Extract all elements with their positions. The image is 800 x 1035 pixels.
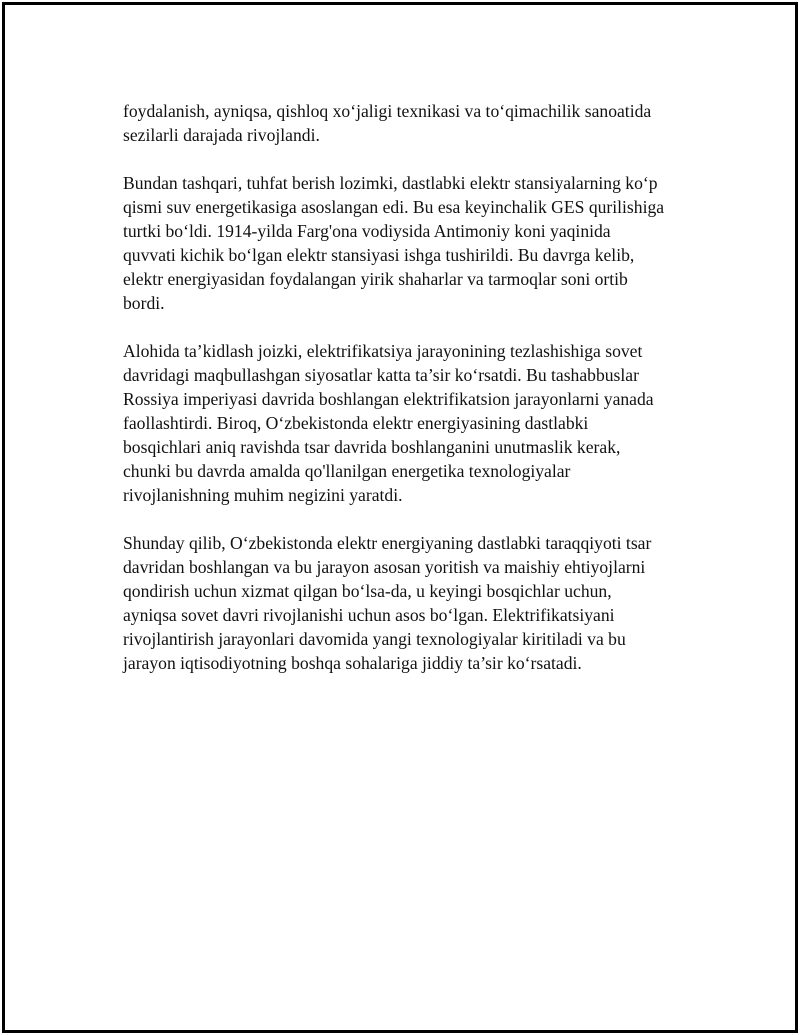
text-line: jarayon iqtisodiyotning boshqa sohalariga jiddiy ta’sir ko‘rsatadi. <box>123 653 582 673</box>
paragraph-1 <box>123 99 683 147</box>
document-body <box>123 99 683 699</box>
text-line: Bundan tashqari, tuhfat berish lozimki, dastlabki elektr stansiyalarning ko‘p <box>123 173 658 193</box>
text-line: qondirish uchun xizmat qilgan bo‘lsa-da, u keyingi bosqichlar uchun, <box>123 581 612 601</box>
text-line: sezilarli darajada rivojlandi. <box>123 125 320 145</box>
text-line: chunki bu davrda amalda qo'llanilgan energetika texnologiyalar <box>123 461 571 481</box>
paragraph-4 <box>123 531 683 675</box>
text-line: rivojlanishning muhim negizini yaratdi. <box>123 485 403 505</box>
text-line: bosqichlari aniq ravishda tsar davrida boshlanganini unutmaslik kerak, <box>123 437 621 457</box>
text-line: elektr energiyasidan foydalangan yirik shaharlar va tarmoqlar soni ortib <box>123 269 628 289</box>
text-line: qismi suv energetikasiga asoslangan edi. Bu esa keyinchalik GES qurilishiga <box>123 197 665 217</box>
text-line: turtki bo‘ldi. 1914-yilda Farg'ona vodiysida Antimoniy koni yaqinida <box>123 221 611 241</box>
text-line: quvvati kichik bo‘lgan elektr stansiyasi ishga tushirildi. Bu davrga kelib, <box>123 245 635 265</box>
page-frame <box>2 2 798 1033</box>
text-line: Rossiya imperiyasi davrida boshlangan elektrifikatsion jarayonlarni yanada <box>123 389 654 409</box>
paragraph-2 <box>123 171 683 315</box>
text-line: ayniqsa sovet davri rivojlanishi uchun asos bo‘lgan. Elektrifikatsiyani <box>123 605 615 625</box>
text-line: davridan boshlangan va bu jarayon asosan yoritish va maishiy ehtiyojlarni <box>123 557 646 577</box>
text-line: Alohida ta’kidlash joizki, elektrifikatsiya jarayonining tezlashishiga sovet <box>123 341 643 361</box>
text-line: Shunday qilib, O‘zbekistonda elektr energiyaning dastlabki taraqqiyoti tsar <box>123 533 652 553</box>
text-line: bordi. <box>123 293 165 313</box>
paragraph-3 <box>123 339 683 507</box>
text-line: davridagi maqbullashgan siyosatlar katta ta’sir ko‘rsatdi. Bu tashabbuslar <box>123 365 639 385</box>
text-line: faollashtirdi. Biroq, O‘zbekistonda elektr energiyasining dastlabki <box>123 413 589 433</box>
text-line: foydalanish, ayniqsa, qishloq xo‘jaligi texnikasi va to‘qimachilik sanoatida <box>123 101 652 121</box>
text-line: rivojlantirish jarayonlari davomida yangi texnologiyalar kiritiladi va bu <box>123 629 626 649</box>
